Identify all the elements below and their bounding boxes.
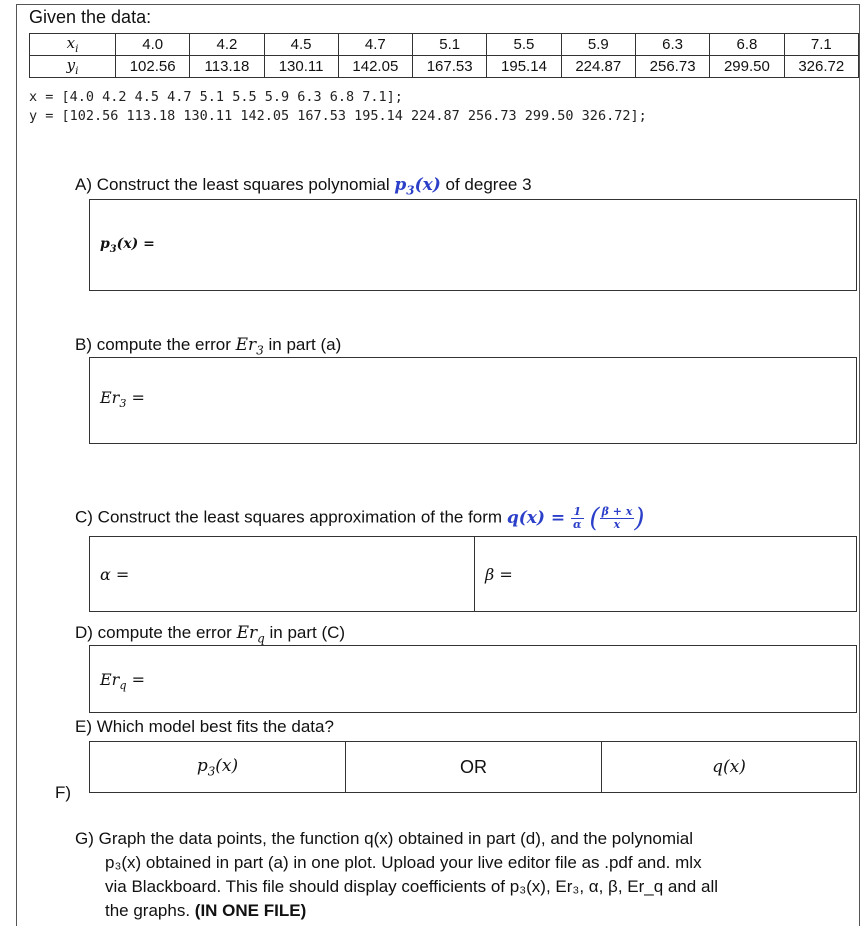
x-cell: 5.1	[413, 34, 487, 56]
answer-box-erq[interactable]	[89, 645, 857, 713]
alpha-label: α =	[100, 564, 130, 584]
question-e: E) Which model best fits the data?	[75, 717, 334, 736]
y-cell: 256.73	[635, 56, 709, 78]
intro-text: Given the data:	[29, 7, 152, 27]
question-a: A) Construct the least squares polynomial $p_3(x)$ of degree 3	[75, 175, 532, 198]
g-line-2: p₃(x) obtained in part (a) in one plot. Upload your live editor file as .pdf and. mlx	[105, 853, 702, 872]
question-c: C) Construct the least squares approximation of the form q(x) = $\frac{1}{\alpha}$ ( $\frac{\beta + x}{x}$ )	[75, 503, 645, 533]
code-line-y: y = [102.56 113.18 130.11 142.05 167.53 195.14 224.87 256.73 299.50 326.72];	[29, 108, 647, 124]
data-table	[29, 33, 859, 78]
y-cell: 224.87	[561, 56, 635, 78]
x-cell: 5.5	[487, 34, 561, 56]
beta-cell[interactable]	[475, 537, 856, 611]
y-cell: 130.11	[264, 56, 338, 78]
x-header: $x_i$	[30, 34, 116, 56]
x-cell: 6.3	[635, 34, 709, 56]
y-header: $y_i$	[30, 56, 116, 78]
fraction-one-over-alpha: $\frac{1}{\alpha}$	[573, 504, 582, 531]
alpha-cell[interactable]	[90, 537, 475, 611]
p3-label: $p_3(x)$ =	[100, 236, 155, 255]
y-cell: 142.05	[338, 56, 412, 78]
worksheet-page	[16, 4, 860, 926]
choice-q[interactable]: q(x)	[712, 757, 746, 777]
answer-box-p3[interactable]	[89, 199, 857, 291]
y-cell: 102.56	[116, 56, 190, 78]
x-cell: 4.7	[338, 34, 412, 56]
x-cell: 7.1	[784, 34, 858, 56]
question-f-label: F)	[55, 783, 72, 802]
g-line-3: via Blackboard. This file should display coefficients of p₃(x), Er₃, α, β, Er_q and all	[105, 877, 718, 896]
fraction-beta-plus-x-over-x: $\frac{\beta + x}{x}$	[601, 504, 633, 531]
y-cell: 167.53	[413, 56, 487, 78]
g-line-4: the graphs. (IN ONE FILE)	[105, 901, 307, 920]
y-cell: 113.18	[190, 56, 264, 78]
code-line-x: x = [4.0 4.2 4.5 4.7 5.1 5.5 5.9 6.3 6.8 7.1];	[29, 89, 403, 105]
x-cell: 4.0	[116, 34, 190, 56]
x-cell: 4.2	[190, 34, 264, 56]
question-g	[75, 827, 855, 923]
x-cell: 5.9	[561, 34, 635, 56]
y-row	[30, 56, 859, 78]
question-b: B) compute the error $Er_3$ in part (a)	[75, 335, 342, 358]
er3-label: $Er_3$ =	[100, 388, 145, 411]
y-cell: 326.72	[784, 56, 858, 78]
y-cell: 195.14	[487, 56, 561, 78]
y-cell: 299.50	[710, 56, 784, 78]
beta-label: β =	[485, 564, 513, 584]
answer-box-alpha-beta	[89, 536, 857, 612]
x-row	[30, 34, 859, 56]
choice-p3[interactable]: $p_3(x)$	[90, 742, 346, 792]
g-line-1: G) Graph the data points, the function q(x) obtained in part (d), and the polynomial	[75, 829, 694, 848]
x-cell: 4.5	[264, 34, 338, 56]
model-choice-row	[89, 741, 857, 793]
g-bold-note: (IN ONE FILE)	[194, 901, 307, 920]
choice-or: OR	[346, 742, 602, 792]
answer-box-er3[interactable]	[89, 357, 857, 444]
question-d: D) compute the error $Er_q$ in part (C)	[75, 623, 346, 646]
x-cell: 6.8	[710, 34, 784, 56]
erq-label: $Er_q$ =	[100, 670, 145, 693]
